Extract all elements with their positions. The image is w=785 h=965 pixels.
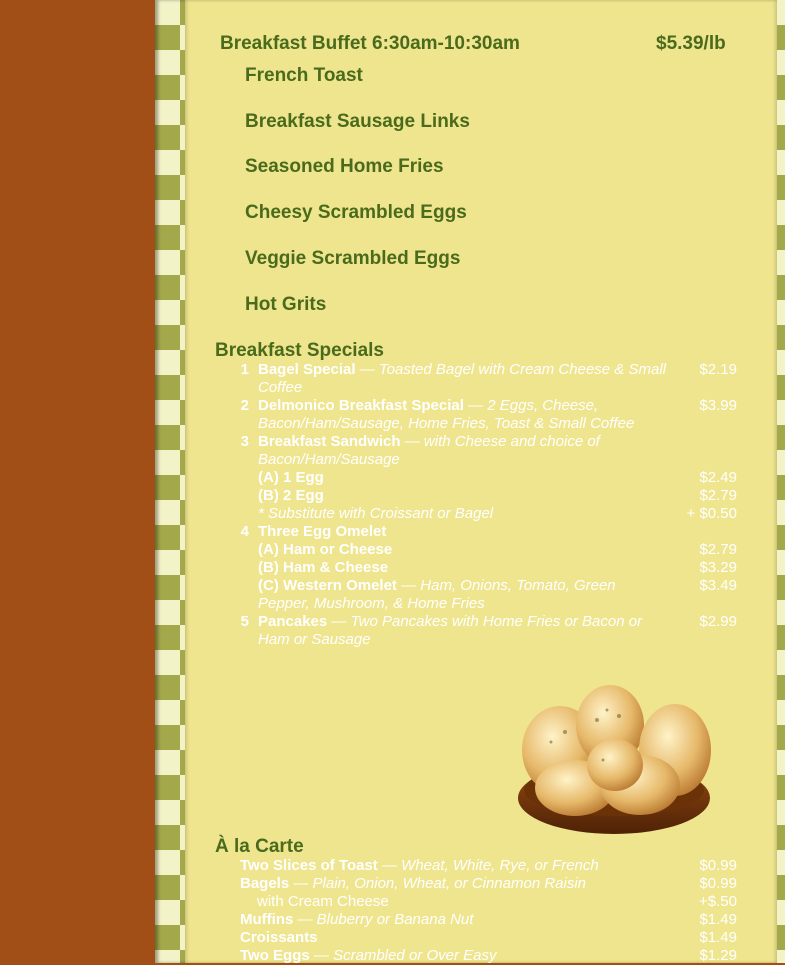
item-text — [258, 361, 678, 397]
item-price: $2.79 — [699, 541, 737, 558]
item-price: $3.99 — [699, 397, 737, 414]
item-price: $3.49 — [699, 577, 737, 594]
item-separator: — — [327, 613, 351, 630]
item-text — [258, 487, 678, 505]
item-description: Toasted Bagel with Cream Cheese & Small Coffee — [258, 361, 666, 396]
item-name: Delmonico Breakfast Special — [258, 397, 464, 414]
item-number: 5 — [240, 613, 249, 630]
item-text — [258, 397, 668, 433]
item-number: 3 — [240, 433, 249, 450]
item-name: (C) Western Omelet — [258, 577, 397, 594]
alacarte-title: À la Carte — [215, 836, 304, 857]
buffet-item: Cheesy Scrambled Eggs — [245, 202, 467, 223]
item-price: $1.29 — [699, 947, 737, 964]
item-name: Two Slices of Toast — [240, 857, 378, 874]
item-name: Two Eggs — [240, 947, 310, 964]
menu-page — [185, 0, 777, 963]
item-name: Croissants — [240, 929, 318, 946]
item-name: Bagels — [240, 875, 290, 892]
item-price: $2.79 — [699, 487, 737, 504]
item-description: Substitute with Croissant or Bagel — [268, 505, 494, 522]
item-separator: — — [396, 577, 421, 594]
item-text — [258, 433, 648, 469]
item-text — [240, 947, 680, 965]
item-text — [240, 911, 680, 929]
item-description: Bluberry or Banana Nut — [316, 911, 474, 928]
item-price: + $0.50 — [686, 505, 737, 522]
item-price: $1.49 — [699, 911, 737, 928]
item-text — [258, 523, 678, 541]
item-separator: — — [400, 433, 424, 450]
item-number: 1 — [240, 361, 249, 378]
item-price: $2.99 — [699, 613, 737, 630]
item-price: $0.99 — [699, 857, 737, 874]
item-text — [240, 857, 680, 875]
item-description: Wheat, White, Rye, or French — [401, 857, 599, 874]
item-name: (B) 2 Egg — [258, 487, 324, 504]
buffet-item: Veggie Scrambled Eggs — [245, 248, 461, 269]
item-price: $1.49 — [699, 929, 737, 946]
item-text — [240, 875, 680, 893]
buffet-item: French Toast — [245, 65, 363, 86]
item-separator: — — [309, 947, 334, 964]
item-price: $2.49 — [699, 469, 737, 486]
item-description: with Cream Cheese — [257, 893, 389, 910]
item-name: (A) Ham or Cheese — [258, 541, 393, 558]
item-description: 2 Eggs, Cheese, Bacon/Ham/Sausage, Home Fries, Toast & Small Coffee — [258, 397, 635, 432]
item-text — [258, 577, 658, 613]
item-price: $0.99 — [699, 875, 737, 892]
left-sidebar — [0, 0, 155, 963]
item-name: Bagel Special — [258, 361, 356, 378]
specials-title: Breakfast Specials — [215, 340, 384, 361]
item-price: $2.19 — [699, 361, 737, 378]
buffet-item: Breakfast Sausage Links — [245, 111, 470, 132]
item-separator: — — [293, 911, 317, 928]
item-text — [258, 559, 678, 577]
item-separator: — — [289, 875, 313, 892]
buffet-item: Seasoned Home Fries — [245, 156, 444, 177]
item-text — [258, 469, 678, 487]
item-price: +$.50 — [699, 893, 737, 910]
item-description: with Cheese and choice of Bacon/Ham/Sausage — [258, 433, 600, 468]
buffet-price: $5.39/lb — [656, 33, 726, 54]
item-separator: — — [377, 857, 402, 874]
checkered-border-right — [777, 0, 785, 963]
item-name: Muffins — [240, 911, 294, 928]
item-name: (B) Ham & Cheese — [258, 559, 389, 576]
item-separator: — — [463, 397, 488, 414]
item-name: Pancakes — [258, 613, 328, 630]
item-text — [258, 541, 678, 559]
item-asterisk: * — [258, 505, 264, 522]
bread-basket-icon — [515, 680, 713, 835]
checkered-border-left — [155, 0, 185, 963]
item-name: (A) 1 Egg — [258, 469, 324, 486]
item-text — [258, 505, 678, 523]
buffet-item: Hot Grits — [245, 294, 327, 315]
item-name: Three Egg Omelet — [258, 523, 387, 540]
item-price: $3.29 — [699, 559, 737, 576]
item-text — [258, 613, 672, 649]
item-number: 4 — [240, 523, 249, 540]
item-text — [257, 893, 677, 911]
item-description: Scrambled or Over Easy — [333, 947, 497, 964]
buffet-title: Breakfast Buffet 6:30am-10:30am — [220, 33, 520, 54]
item-separator: — — [355, 361, 379, 378]
item-text — [240, 929, 680, 947]
item-name: Breakfast Sandwich — [258, 433, 401, 450]
item-description: Two Pancakes with Home Fries or Bacon or Ham or Sausage — [258, 613, 643, 648]
item-number: 2 — [240, 397, 249, 414]
item-description: Plain, Onion, Wheat, or Cinnamon Raisin — [312, 875, 587, 892]
item-description: Ham, Onions, Tomato, Green Pepper, Mushroom, & Home Fries — [258, 577, 616, 612]
